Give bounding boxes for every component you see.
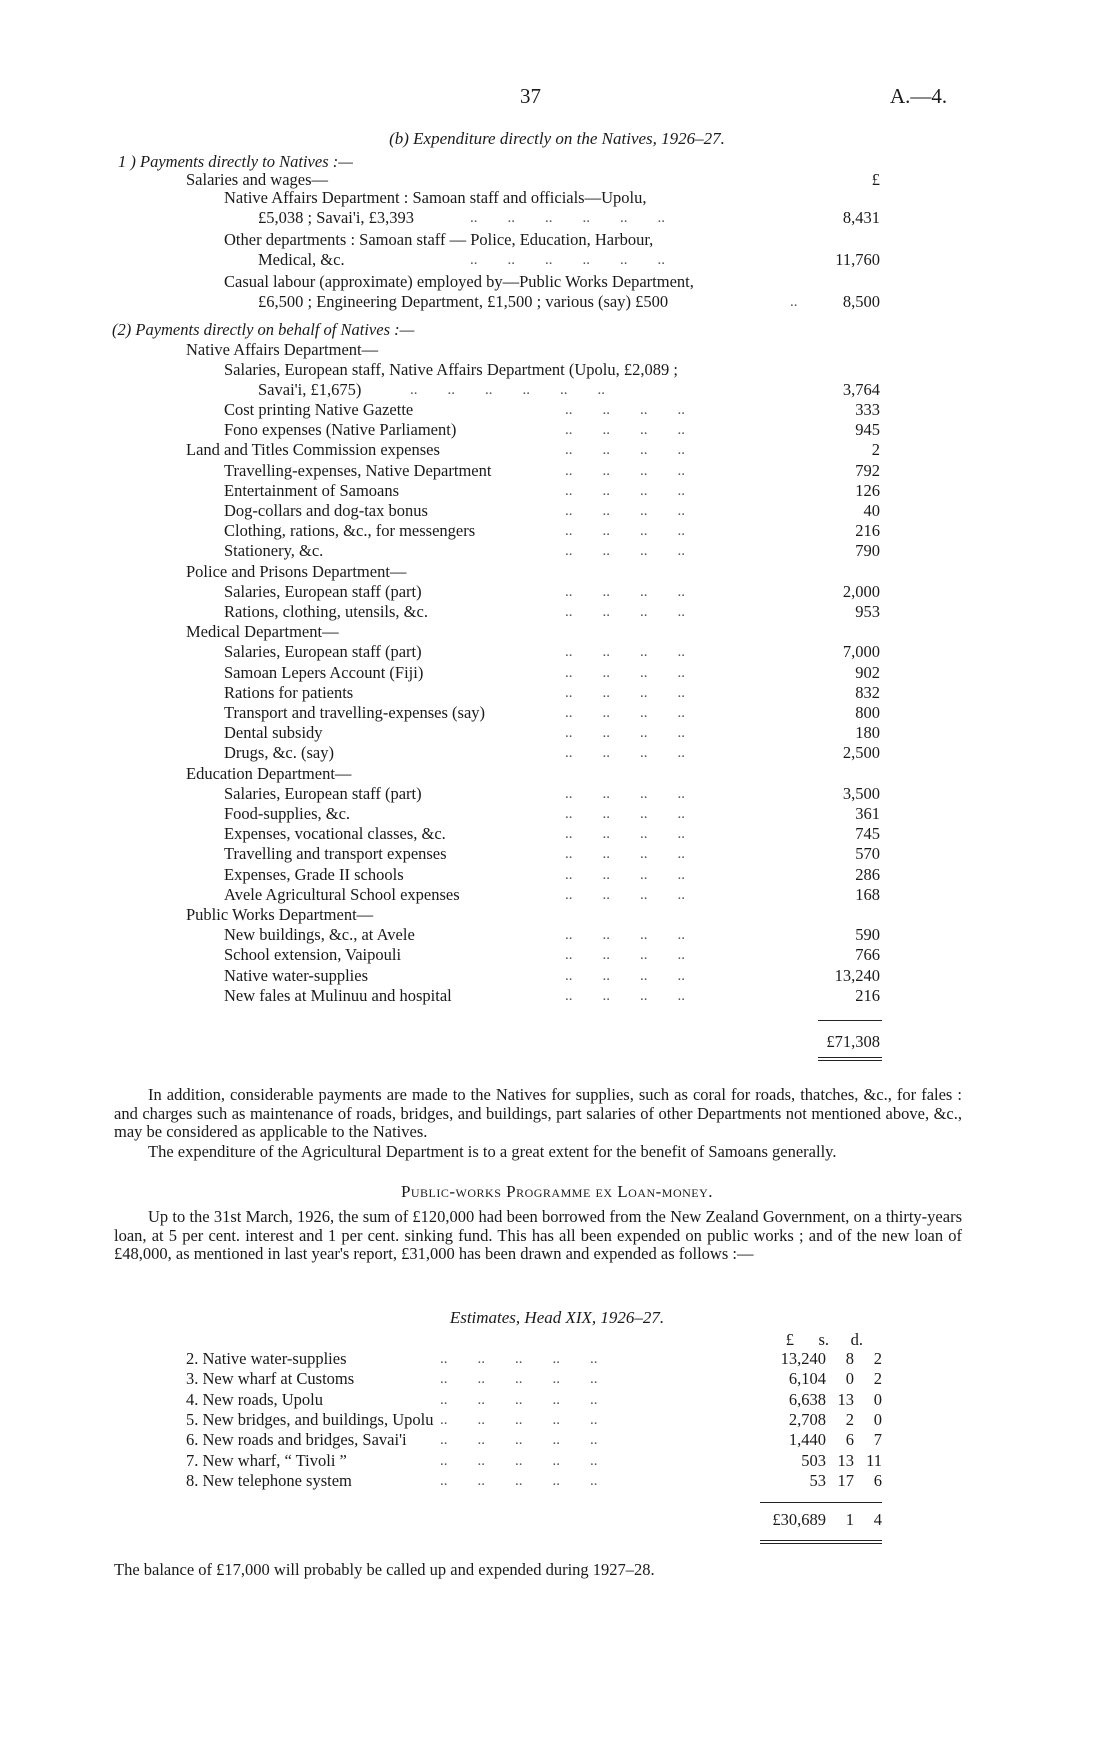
total-rule-double-2 — [818, 1060, 882, 1061]
section-title: (b) Expenditure directly on the Natives, 1926–27. — [389, 129, 725, 148]
estimate-shillings: 0 — [845, 1369, 854, 1389]
native-affairs-salaries-line1: Salaries, European staff, Native Affairs Department (Upolu, £2,089 ; — [224, 360, 678, 379]
native-affairs-salaries-amount: 3,764 — [842, 380, 880, 399]
dot-leader: .. .. .. .. .. — [440, 1351, 598, 1367]
estimate-label: 4. New roads, Upolu — [186, 1389, 324, 1409]
item-amount: 168 — [855, 884, 880, 904]
estimate-label: 5. New bridges, and buildings, Upolu — [186, 1409, 434, 1429]
item-amount: 800 — [855, 703, 880, 722]
dot-leader: .. .. .. .. — [565, 705, 685, 721]
dot-leader: .. .. .. .. — [565, 462, 685, 479]
estimate-pence: 7 — [873, 1430, 882, 1450]
col-pounds-header: £ — [785, 1330, 794, 1349]
estimate-pence: 0 — [873, 1389, 882, 1409]
estimate-pence: 6 — [873, 1470, 882, 1490]
dot-leader: .. .. .. .. .. — [440, 1472, 598, 1489]
estimate-pounds: 2,708 — [788, 1409, 826, 1429]
item-label: Avele Agricultural School expenses — [224, 884, 460, 904]
item-label: Travelling-expenses, Native Department — [224, 460, 492, 480]
item-label: Expenses, Grade II schools — [224, 864, 404, 884]
paragraph-additional-payments: In addition, considerable payments are made to the Natives for supplies, such as coral for roads, thatches, &c., for fales : and charges such as maintenance of roads, bridges, and buildings, part salaries of other Departments not mentioned above, &c., may be considered as applicable to the Natives. — [114, 1085, 962, 1142]
item-amount: 216 — [855, 521, 880, 541]
medical-label: Medical Department— — [186, 622, 339, 642]
item-label: Food-supplies, &c. — [224, 804, 351, 823]
dot-leader: .. .. .. .. — [565, 664, 685, 681]
dot-leader: .. .. .. .. — [565, 422, 685, 439]
estimates-total-shillings: 1 — [845, 1510, 854, 1529]
estimate-pounds: 503 — [801, 1450, 826, 1470]
dot-leader: .. .. .. .. .. — [440, 1391, 598, 1408]
estimate-shillings: 13 — [837, 1450, 854, 1470]
estimate-label: 2. Native water-supplies — [186, 1349, 347, 1368]
dot-leader: .. .. .. .. — [565, 806, 685, 822]
estimates-rule-double-1 — [760, 1540, 882, 1541]
estimate-label: 8. New telephone system — [186, 1470, 352, 1490]
item-amount: 745 — [855, 824, 880, 844]
estimate-label: 3. New wharf at Customs — [186, 1369, 355, 1389]
dot-leader: .. .. .. .. — [565, 402, 685, 418]
estimate-pounds: 6,638 — [788, 1389, 826, 1409]
dot-leader: .. .. .. .. — [565, 967, 685, 984]
closing-sentence: The balance of £17,000 will probably be called up and expended during 1927–28. — [114, 1560, 655, 1579]
item-amount: 333 — [855, 400, 880, 419]
item-label: Clothing, rations, &c., for messengers — [224, 521, 476, 541]
paragraph-loan: Up to the 31st March, 1926, the sum of £120,000 had been borrowed from the New Zealand Government, on a thirty-years loan, at 5 per cent. interest and 1 per cent. sinking fund. This has all been expended on public works ; and of the new loan of £48,000, as mentioned in last year's report, £31,000 has been drawn and expended as follows :— — [114, 1207, 962, 1264]
education-label: Education Department— — [186, 763, 352, 783]
item-label: Cost printing Native Gazette — [224, 400, 414, 419]
estimate-pounds: 6,104 — [788, 1369, 826, 1389]
dot-leader: .. .. .. .. — [565, 482, 685, 499]
estimate-pence: 11 — [866, 1450, 882, 1470]
item-label: Salaries, European staff (part) — [224, 783, 422, 803]
dot-leader: .. .. .. .. — [565, 442, 685, 459]
estimates-total-pence: 4 — [873, 1510, 882, 1529]
native-affairs-salaries-line2: Savai'i, £1,675) — [258, 380, 362, 399]
dot-leader: .. .. .. .. — [565, 785, 685, 802]
item-amount: 832 — [855, 682, 880, 702]
item-amount: 2 — [871, 440, 880, 460]
item-label: School extension, Vaipouli — [224, 945, 402, 965]
entry-line1: Casual labour (approximate) employed by—Public Works Department, — [224, 272, 694, 291]
estimate-shillings: 6 — [845, 1430, 854, 1450]
entry-amount: 8,500 — [842, 292, 880, 311]
dot-leader: .. .. .. .. — [565, 583, 685, 600]
entry-amount: 8,431 — [842, 208, 880, 227]
estimates-rule-top — [760, 1502, 882, 1503]
item-amount: 3,500 — [842, 783, 880, 803]
entry-line2: £5,038 ; Savai'i, £3,393 — [258, 208, 415, 227]
item-amount: 216 — [855, 985, 880, 1005]
group2-label: (2) Payments directly on behalf of Natives :— — [112, 320, 415, 339]
dot-leader: .. .. .. .. .. — [440, 1371, 598, 1388]
entry-amount: 11,760 — [835, 250, 880, 269]
dot-leader: .. .. .. .. — [565, 745, 685, 762]
estimate-pence: 2 — [873, 1349, 882, 1368]
item-label: Stationery, &c. — [224, 541, 324, 561]
item-label: Land and Titles Commission expenses — [186, 440, 440, 460]
dot-leader: .. .. .. .. — [565, 886, 685, 903]
col-shillings-header: s. — [818, 1330, 829, 1349]
paragraph-agricultural: The expenditure of the Agricultural Department is to a great extent for the benefit of Samoans generally. — [148, 1142, 837, 1161]
item-label: Travelling and transport expenses — [224, 844, 447, 864]
dot-leader: .. .. .. .. — [565, 826, 685, 843]
item-label: New buildings, &c., at Avele — [224, 925, 415, 945]
item-label: Transport and travelling-expenses (say) — [224, 703, 486, 722]
item-label: Samoan Lepers Account (Fiji) — [224, 662, 424, 682]
col-pence-header: d. — [850, 1330, 863, 1349]
dot-leader: .. .. .. .. — [565, 543, 685, 560]
estimate-label: 7. New wharf, “ Tivoli ” — [186, 1450, 347, 1470]
dot-leader: .. .. .. .. .. .. — [470, 210, 665, 226]
dot-leader: .. .. .. .. .. .. — [470, 252, 665, 268]
item-amount: 953 — [855, 602, 880, 621]
item-label: Dental subsidy — [224, 723, 323, 743]
item-label: Rations, clothing, utensils, &c. — [224, 602, 428, 621]
dot-leader: .. .. .. .. — [565, 684, 685, 701]
group1-label: 1 ) Payments directly to Natives :— — [118, 152, 353, 171]
dot-leader: .. .. .. .. .. .. — [410, 382, 605, 398]
item-amount: 180 — [855, 723, 880, 743]
page-number: 37 — [520, 84, 541, 108]
estimate-label: 6. New roads and bridges, Savai'i — [186, 1430, 407, 1450]
item-label: Dog-collars and dog-tax bonus — [224, 501, 428, 520]
estimate-pounds: 53 — [809, 1470, 826, 1490]
estimates-rule-double-2 — [760, 1543, 882, 1544]
item-label: Entertainment of Samoans — [224, 480, 400, 500]
item-amount: 7,000 — [842, 642, 880, 662]
estimate-shillings: 13 — [837, 1389, 854, 1409]
dot-leader: .. .. .. .. — [565, 927, 685, 944]
item-amount: 2,000 — [842, 581, 880, 601]
section-total: £71,308 — [826, 1032, 880, 1051]
police-label: Police and Prisons Department— — [186, 561, 407, 581]
dot-leader: .. .. .. .. — [565, 866, 685, 883]
entry-line2: Medical, &c. — [258, 250, 345, 269]
estimate-pence: 2 — [873, 1369, 882, 1389]
entry-line1: Native Affairs Department : Samoan staff and officials—Upolu, — [224, 188, 647, 207]
item-label: Salaries, European staff (part) — [224, 581, 422, 601]
item-amount: 790 — [855, 541, 880, 561]
item-label: Drugs, &c. (say) — [224, 743, 334, 763]
item-amount: 570 — [855, 844, 880, 864]
estimate-shillings: 8 — [845, 1349, 854, 1368]
item-label: Native water-supplies — [224, 965, 368, 985]
dot-leader: .. .. .. .. — [565, 523, 685, 540]
dot-leader: .. .. .. .. — [565, 644, 685, 661]
item-amount: 766 — [855, 945, 880, 965]
dot-leader: .. .. .. .. — [565, 503, 685, 519]
item-amount: 126 — [855, 480, 880, 500]
item-amount: 2,500 — [842, 743, 880, 763]
dot-leader: .. .. .. .. — [565, 947, 685, 964]
entry-line2: £6,500 ; Engineering Department, £1,500 ; various (say) £500 — [258, 292, 669, 311]
item-amount: 792 — [855, 460, 880, 480]
document-reference: A.—4. — [890, 84, 948, 108]
item-amount: 902 — [855, 662, 880, 682]
dot-leader: .. .. .. .. — [565, 604, 685, 620]
estimate-pounds: 13,240 — [780, 1349, 826, 1368]
estimate-shillings: 2 — [845, 1409, 854, 1429]
item-amount: 590 — [855, 925, 880, 945]
dot-leader: .. .. .. .. — [565, 846, 685, 863]
total-rule-double-1 — [818, 1057, 882, 1058]
estimate-shillings: 17 — [837, 1470, 854, 1490]
native-affairs-label: Native Affairs Department— — [186, 340, 379, 359]
estimates-title: Estimates, Head XIX, 1926–27. — [449, 1308, 665, 1327]
item-label: Fono expenses (Native Parliament) — [224, 420, 457, 440]
public-works-heading: Public-works Programme ex Loan-money. — [400, 1182, 714, 1201]
dot-leader: .. .. .. .. .. — [440, 1432, 598, 1449]
item-amount: 40 — [863, 501, 880, 520]
currency-label: £ — [871, 170, 880, 189]
item-label: Rations for patients — [224, 682, 354, 702]
dot-leader: .. .. .. .. .. — [440, 1452, 598, 1469]
estimates-total-pounds: £30,689 — [772, 1510, 826, 1529]
item-amount: 361 — [855, 804, 880, 823]
item-label: New fales at Mulinuu and hospital — [224, 985, 452, 1005]
dot-leader: .. .. .. .. — [565, 987, 685, 1004]
estimate-pounds: 1,440 — [788, 1430, 826, 1450]
dot-leader: .. — [790, 294, 798, 310]
dot-leader: .. .. .. .. .. — [440, 1411, 598, 1428]
total-rule-top — [818, 1020, 882, 1021]
item-amount: 945 — [855, 420, 880, 440]
item-label: Expenses, vocational classes, &c. — [224, 824, 446, 844]
item-amount: 286 — [855, 864, 880, 884]
item-amount: 13,240 — [834, 965, 880, 985]
salaries-wages-label: Salaries and wages— — [186, 170, 329, 189]
entry-line1: Other departments : Samoan staff — Police, Education, Harbour, — [224, 230, 654, 249]
item-label: Salaries, European staff (part) — [224, 642, 422, 662]
dot-leader: .. .. .. .. — [565, 725, 685, 742]
public-works-label: Public Works Department— — [186, 905, 374, 924]
estimate-pence: 0 — [873, 1409, 882, 1429]
